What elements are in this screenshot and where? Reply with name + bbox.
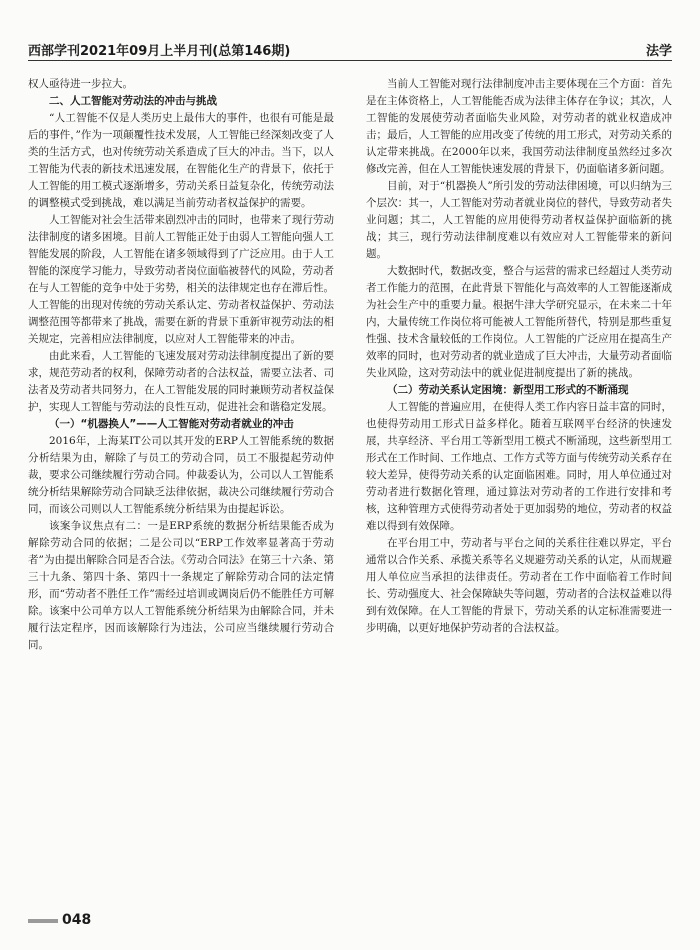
paragraph: 权人亟待进一步拉大。 <box>28 78 133 90</box>
right-column <box>366 76 672 896</box>
paragraph: 该案争议焦点有二：一是ERP系统的数据分析结果能否成为解除劳动合同的依据；二是公司以“ERP工作效率显著高于劳动者”为由提出解除合同是否合法。《劳动合同法》在第三十六条、第三十九条、第四十条、第四十一条规定了解除劳动合同的法定情形，而“劳动者不胜任工作”需经过培训或调岗后仍不能胜任方可解除。该案中公司单方以人工智能系统分析结果为由解除合同，并未履行法定程序，因而该解除行为违法，公司应当继续履行劳动合同。 <box>28 520 334 651</box>
paragraph: 2016年，上海某IT公司以其开发的ERP人工智能系统的数据分析结果为由，解除了与员工的劳动合同，员工不服提起劳动仲裁，要求公司继续履行劳动合同。仲裁委认为，公司以人工智能系统分析结果解除劳动合同缺乏法律依据，裁决公司继续履行劳动合同，而该公司则以人工智能系统分析结果为由提起诉讼。 <box>28 435 334 515</box>
page-number-bar <box>28 919 58 923</box>
section-heading: （二）劳动关系认定困境：新型用工形式的不断涌现 <box>387 384 629 396</box>
left-column <box>28 76 334 896</box>
section-heading: 二、人工智能对劳动法的冲击与挑战 <box>49 95 217 107</box>
section-label: 法学 <box>645 44 672 59</box>
journal-title: 西部学刊2021年09月上半月刊(总第146期) <box>28 44 291 59</box>
paragraph: 由此来看，人工智能的飞速发展对劳动法律制度提出了新的要求，规范劳动者的权利，保障劳动者的合法权益，需要立法者、司法者及劳动者共同努力，在人工智能发展的同时兼顾劳动者权益保护，实现人工智能与劳动法的良性互动，促进社会和谐稳定发展。 <box>28 350 334 413</box>
section-heading: （一）“机器换人”——人工智能对劳动者就业的冲击 <box>49 418 294 430</box>
paragraph: “人工智能不仅是人类历史上最伟大的事件，也很有可能是最后的事件，”作为一项颠覆性技术发展，人工智能已经深刻改变了人类的生活方式，也对传统劳动关系造成了巨大的冲击。当下，以人工智能为代表的新技术迅速发展，在智能化生产的背景下，依托于人工智能的用工模式逐渐增多，劳动关系日益复杂化，传统劳动法的调整模式受到挑战，难以满足当前劳动者权益保护的需要。 <box>28 112 334 209</box>
paragraph: 当前人工智能对现行法律制度冲击主要体现在三个方面：首先是在主体资格上，人工智能能否成为法律主体存在争议；其次，人工智能的发展使劳动者面临失业风险，对劳动者的就业权造成冲击；最后，人工智能的应用改变了传统的用工形式，对劳动关系的认定带来挑战。在2000年以来，我国劳动法律制度虽然经过多次修改完善，但在人工智能快速发展的背景下，仍面临诸多新问题。 <box>366 78 672 175</box>
paragraph: 在平台用工中，劳动者与平台之间的关系往往难以界定，平台通常以合作关系、承揽关系等名义规避劳动关系的认定，从而规避用人单位应当承担的法律责任。劳动者在工作中面临着工作时间长、劳动强度大、社会保障缺失等问题，劳动者的合法权益难以得到有效保障。在人工智能的背景下，劳动关系的认定标准需要进一步明确，以更好地保护劳动者的合法权益。 <box>366 537 672 634</box>
page-number: 048 <box>62 912 92 928</box>
page-header <box>28 38 672 61</box>
paragraph: 大数据时代，数据改变，整合与运营的需求已经超过人类劳动者工作能力的范围，在此背景下智能化与高效率的人工智能逐渐成为社会生产中的重要力量。根据牛津大学研究显示，在未来二十年内，大量传统工作岗位将可能被人工智能所替代，特别是那些重复性强、技术含量较低的工作岗位。人工智能的广泛应用在提高生产效率的同时，也对劳动者的就业造成了巨大冲击，大量劳动者面临失业风险，这对劳动法中的就业促进制度提出了新的挑战。 <box>366 265 672 379</box>
paragraph: 人工智能对社会生活带来剧烈冲击的同时，也带来了现行劳动法律制度的诸多困境。目前人工智能正处于由弱人工智能向强人工智能发展的阶段，人工智能在诸多领域得到了广泛应用。由于人工智能的深度学习能力，导致劳动者岗位面临被替代的风险，劳动者在与人工智能的竞争中处于劣势，相关的法律规定也存在滞后性。人工智能的出现对传统的劳动关系认定、劳动者权益保护、劳动法调整范围等都带来了挑战，需要在新的背景下重新审视劳动法的相关规定，完善相应法律制度，以应对人工智能带来的冲击。 <box>28 214 334 345</box>
paragraph: 人工智能的普遍应用，在使得人类工作内容日益丰富的同时，也使得劳动用工形式日益多样化。随着互联网平台经济的快速发展，共享经济、平台用工等新型用工模式不断涌现，这些新型用工形式在工作时间、工作地点、工作方式等方面与传统劳动关系存在较大差异，使得劳动关系的认定面临困难。同时，用人单位通过对劳动者进行数据化管理，通过算法对劳动者的工作进行安排和考核，这种管理方式使得劳动者处于更加弱势的地位，劳动者的权益难以得到有效保障。 <box>366 401 672 532</box>
paragraph: 目前，对于“机器换人”所引发的劳动法律困境，可以归纳为三个层次：其一，人工智能对劳动者就业岗位的替代，导致劳动者失业问题；其二，人工智能的应用使得劳动者权益保护面临新的挑战；其三，现行劳动法律制度难以有效应对人工智能带来的新问题。 <box>366 180 672 260</box>
